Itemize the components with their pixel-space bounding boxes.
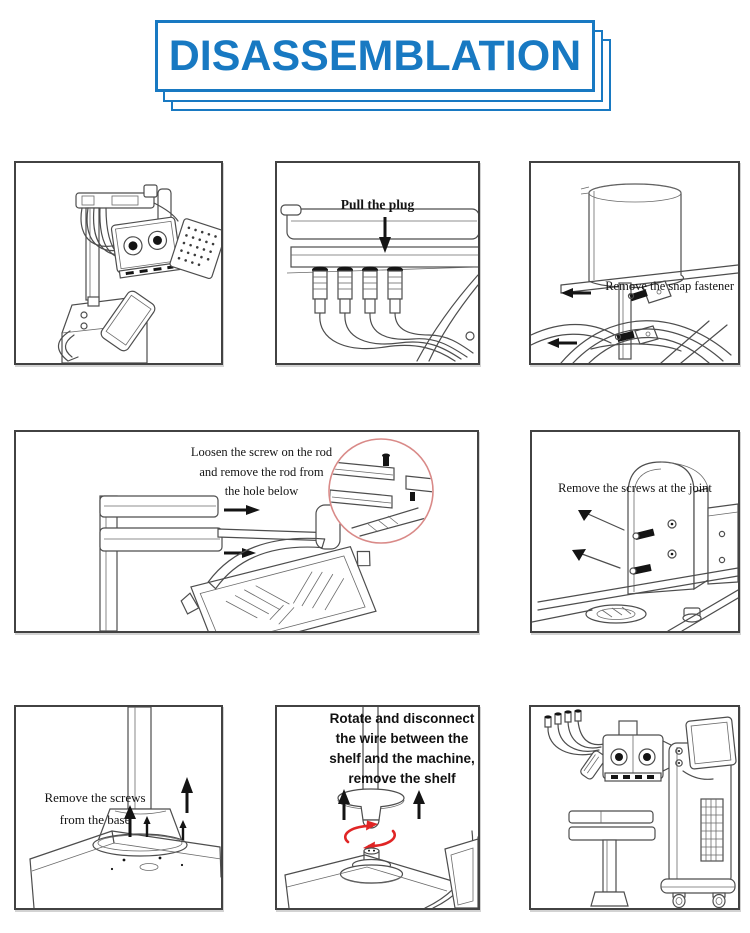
lamp-knob — [683, 608, 701, 622]
cable-connectors — [545, 709, 582, 727]
caption-rotate-shelf-line3: shelf and the machine, — [329, 751, 475, 766]
pull-plug-illustration — [277, 163, 478, 363]
up-arrow-icon-2 — [413, 790, 425, 819]
caption-base-screws — [32, 787, 158, 831]
right-arrow-icon-2 — [224, 548, 256, 558]
caption-loosen-rod-line3: the hole below — [224, 484, 299, 498]
panel-disassembled-parts — [529, 705, 740, 910]
caption-rotate-shelf-line2: the wire between the — [335, 731, 469, 746]
connector-plugs — [312, 267, 403, 314]
caption-snap-fastener: Remove the snap fastener — [605, 279, 734, 293]
lamp-head — [603, 721, 671, 781]
caption-base-screws-line2: from the base — [59, 812, 131, 827]
page-title: DISASSEMBLATION — [168, 31, 582, 80]
disassembled-parts-illustration — [531, 707, 738, 908]
left-up-arrow-icon — [578, 510, 624, 530]
wire-socket — [341, 848, 403, 883]
panel-machine-overview — [14, 161, 223, 365]
left-arrow-icon-2 — [547, 338, 577, 348]
panel-base-screws — [14, 705, 223, 910]
arm-pole-part — [569, 811, 655, 906]
caption-loosen-rod-line2: and remove the rod from — [199, 464, 324, 479]
trolley-machine — [661, 717, 736, 908]
caption-pull-plug: Pull the plug — [340, 197, 415, 212]
panel-loosen-rod — [14, 430, 479, 633]
machine-overview-illustration — [16, 163, 221, 363]
caption-rotate-shelf-line4: remove the shelf — [348, 771, 456, 786]
caption-base-screws-line1: Remove the screws — [44, 790, 146, 805]
left-arrow-icon — [561, 288, 591, 298]
up-arrow-icon — [181, 777, 193, 813]
left-up-arrow-icon-2 — [572, 549, 620, 568]
caption-rotate-shelf — [329, 709, 475, 789]
caption-joint-screws: Remove the screws at the joint — [558, 481, 712, 495]
title-block — [155, 20, 595, 92]
panel-rotate-shelf — [275, 705, 480, 910]
caption-rotate-shelf-line1: Rotate and disconnect — [329, 711, 475, 726]
snap-fastener-illustration — [531, 163, 738, 363]
rotate-arrows-icon — [345, 821, 394, 852]
caster-wheel-2 — [713, 893, 725, 908]
caster-wheel — [673, 893, 685, 908]
joint-screws-illustration — [532, 432, 738, 631]
title-box — [155, 20, 595, 92]
caption-loosen-rod-line1: Loosen the screw on the rod — [190, 445, 333, 459]
caption-loosen-rod — [149, 443, 374, 502]
panel-snap-fastener — [529, 161, 740, 365]
right-arrow-icon — [224, 505, 260, 515]
panel-joint-screws — [530, 430, 740, 633]
panel-pull-plug — [275, 161, 480, 365]
